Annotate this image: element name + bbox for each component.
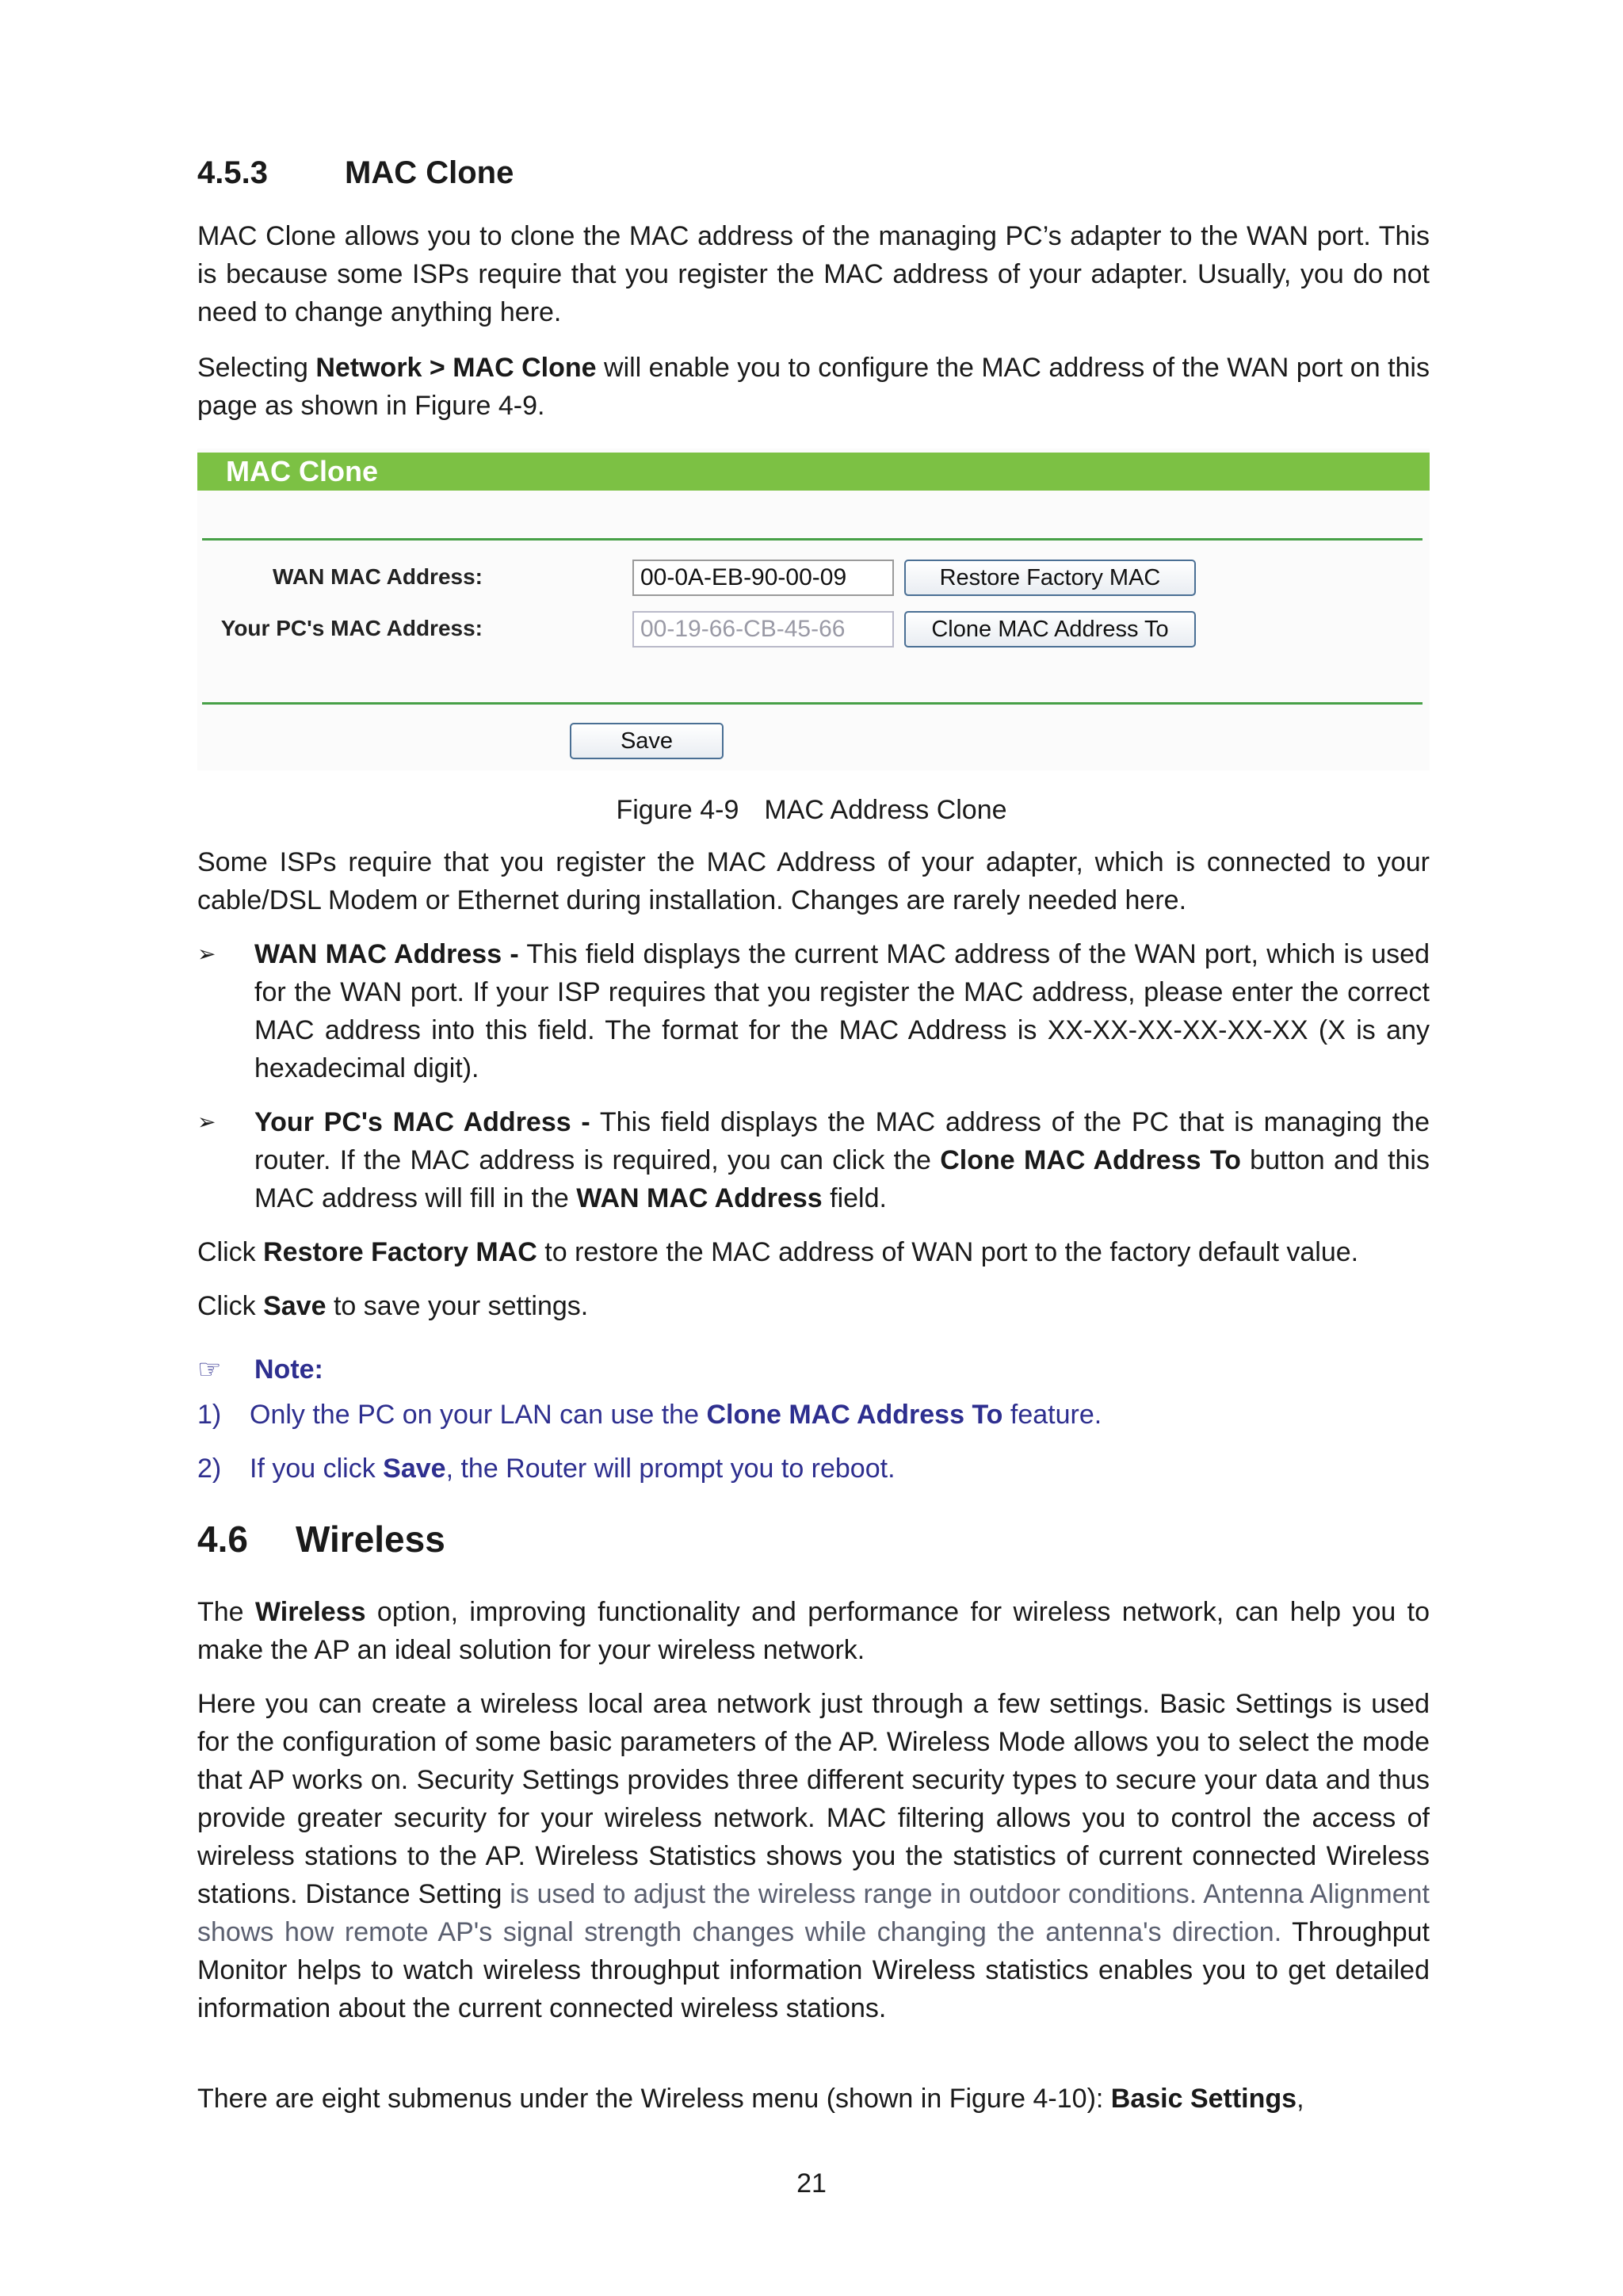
click-restore-paragraph (197, 1233, 1430, 1271)
text-span: Some ISPs require that you register the MAC Address of your adapter, which is connected to your cable/DSL Modem or Ethernet during installation. Changes are rarely needed here. (197, 847, 1430, 915)
term: Save (383, 1454, 446, 1484)
note-heading (197, 1350, 323, 1389)
text-span: Click (197, 1237, 264, 1267)
restore-factory-mac-button[interactable]: Restore Factory MAC (904, 560, 1196, 596)
note-item-1 (197, 1396, 1102, 1434)
wan-mac-input[interactable]: 00-0A-EB-90-00-09 (632, 560, 894, 596)
text-span: There are eight submenus under the Wireless menu (shown in Figure 4-10): (197, 2084, 1111, 2114)
text-span: The (197, 1597, 255, 1627)
page-number: 21 (796, 2168, 827, 2199)
pc-mac-input: 00-19-66-CB-45-66 (632, 611, 894, 648)
text-span: Click (197, 1291, 264, 1321)
save-button[interactable]: Save (570, 723, 724, 759)
text-span: button and this MAC address will fill in the (254, 1145, 1430, 1213)
caption-number: Figure 4-9 (616, 795, 739, 825)
term: Restore Factory MAC (263, 1237, 537, 1267)
section-heading-4-5-3 (197, 155, 514, 191)
note-number: 1) (197, 1400, 222, 1430)
note-label: Note: (254, 1354, 323, 1385)
section-number: 4.5.3 (197, 155, 268, 190)
note-number: 2) (197, 1454, 222, 1484)
text-span: field. (822, 1183, 887, 1213)
mac-clone-screenshot (197, 449, 1430, 770)
section-number: 4.6 (197, 1519, 248, 1560)
bullet-text (254, 1103, 1430, 1217)
text-span: Here you can create a wireless local area network just through a few settings. Basic Settings is used for the configuration of some basic parameters of the AP. Wireless Mode allows you to select the mode that AP works on. Security Settings provides three different security types to secure your data and thus provide greater security for your wireless network. MAC filtering allows you to control the access of wireless stations to the AP. Wireless Statistics shows you the statistics of current connected Wireless stations. Distance Setting (197, 1689, 1430, 1909)
menu-path: Network > MAC Clone (315, 353, 597, 383)
text-span: option, improving functionality and performance for wireless network, can help you to make the AP an ideal solution for your wireless network. (197, 1597, 1430, 1665)
text-span: This field displays the current MAC address of the WAN port, which is used for the WAN port. If your ISP requires that you register the MAC address, please enter the correct MAC address into this field. The format for the MAC Address is XX-XX-XX-XX-XX-XX (X is any hexadecimal digit). (254, 939, 1430, 1083)
term: Clone MAC Address To (940, 1145, 1241, 1175)
text-span: If you click (250, 1454, 384, 1484)
text-span: Only the PC on your LAN can use the (250, 1400, 707, 1430)
term: Wireless (254, 1597, 366, 1627)
wireless-paragraph-3 (197, 2080, 1430, 2118)
wireless-paragraph-2 (197, 1685, 1430, 2027)
figure-caption (0, 793, 1623, 827)
text-span: Throughput Monitor helps to watch wireless throughput information Wireless statistics enables you to get detailed information about the current connected wireless stations. (197, 1917, 1430, 2023)
text-span: , the Router will prompt you to reboot. (445, 1454, 896, 1484)
term: Save (263, 1291, 327, 1321)
text-span: to save your settings. (326, 1291, 589, 1321)
bullet-arrow-icon: ➢ (197, 1110, 216, 1134)
term: WAN MAC Address (576, 1183, 823, 1213)
pc-mac-label: Your PC's MAC Address: (220, 616, 483, 640)
text-span: will enable you to configure the MAC address of the WAN port on this page as shown in Figure 4-9. (197, 353, 1430, 421)
panel-divider-bottom (202, 702, 1423, 705)
text-span: , (1296, 2084, 1304, 2114)
wan-mac-label: WAN MAC Address: (273, 564, 483, 589)
intro-paragraph-2 (197, 349, 1430, 425)
clone-mac-address-button[interactable]: Clone MAC Address To (904, 611, 1196, 648)
section-title: MAC Clone (345, 155, 514, 190)
text-span: feature. (1002, 1400, 1102, 1430)
wireless-paragraph-1 (197, 1593, 1430, 1669)
term: WAN MAC Address - (254, 939, 519, 969)
note-item-2 (197, 1450, 896, 1488)
term: Basic Settings (1110, 2084, 1297, 2114)
section-title: Wireless (296, 1519, 445, 1560)
intro-paragraph-1 (197, 217, 1430, 331)
click-save-paragraph (197, 1287, 1430, 1325)
text-span: to restore the MAC address of WAN port to the factory default value. (537, 1237, 1359, 1267)
panel-title: MAC Clone (226, 455, 378, 487)
bullet-text (254, 935, 1430, 1087)
text-span-grey: is used to adjust the wireless range in outdoor conditions. Antenna Alignment shows how remote AP's signal strength changes while changing the antenna's direction. (197, 1879, 1430, 1947)
section-heading-4-6 (197, 1517, 445, 1561)
panel-header (197, 453, 1430, 491)
intro-text: MAC Clone allows you to clone the MAC address of the managing PC’s adapter to the WAN port. This is because some ISPs require that you register the MAC address of your adapter. Usually, you do not need to change anything here. (197, 221, 1430, 327)
panel-divider-top (202, 538, 1423, 541)
isp-paragraph (197, 843, 1430, 919)
term: Your PC's MAC Address - (254, 1107, 590, 1137)
pointing-hand-icon: ☞ (197, 1354, 222, 1385)
term: Clone MAC Address To (706, 1400, 1003, 1430)
caption-text: MAC Address Clone (764, 795, 1007, 825)
bullet-arrow-icon: ➢ (197, 942, 216, 966)
text-span: Selecting (197, 353, 316, 383)
text-span: This field displays the MAC address of the PC that is managing the router. If the MAC address is required, you can click the (254, 1107, 1430, 1175)
